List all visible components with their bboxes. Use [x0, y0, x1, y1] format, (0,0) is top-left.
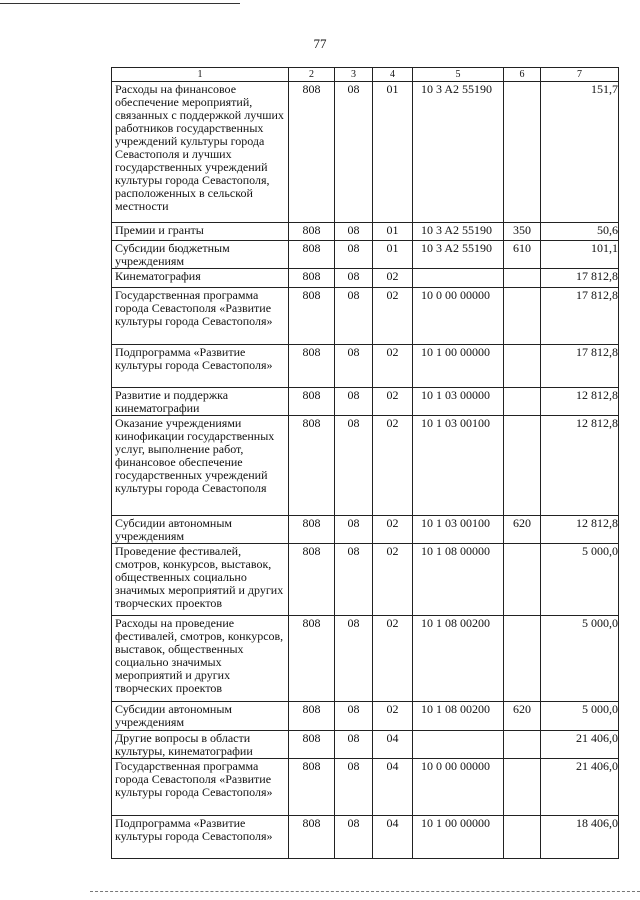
row-amount: 5 000,0 [541, 544, 619, 616]
row-section-code: 08 [335, 702, 373, 731]
row-subsection-code: 02 [373, 269, 413, 288]
row-name: Государственная программа города Севастополя «Развитие культуры города Севастополя» [112, 288, 289, 345]
row-target-article: 10 0 00 00000 [413, 759, 504, 816]
row-target-article: 10 1 03 00000 [413, 388, 504, 416]
table-row [112, 345, 619, 388]
row-subsection-code: 01 [373, 223, 413, 241]
row-ved-code: 808 [289, 616, 335, 702]
row-subsection-code: 02 [373, 544, 413, 616]
row-name: Развитие и поддержка кинематографии [112, 388, 289, 416]
row-target-article: 10 3 A2 55190 [413, 223, 504, 241]
bottom-rule [90, 891, 640, 892]
table-row [112, 702, 619, 731]
row-target-article: 10 1 08 00200 [413, 616, 504, 702]
row-expense-type [504, 82, 541, 223]
row-ved-code: 808 [289, 82, 335, 223]
row-section-code: 08 [335, 223, 373, 241]
row-expense-type: 350 [504, 223, 541, 241]
row-subsection-code: 02 [373, 702, 413, 731]
row-amount: 101,1 [541, 241, 619, 269]
row-name: Другие вопросы в области культуры, кинематографии [112, 731, 289, 759]
row-name: Субсидии автономным учреждениям [112, 702, 289, 731]
table-row [112, 616, 619, 702]
column-number: 3 [335, 68, 373, 82]
row-target-article [413, 269, 504, 288]
row-amount: 12 812,8 [541, 516, 619, 544]
row-target-article: 10 1 08 00000 [413, 544, 504, 616]
row-subsection-code: 04 [373, 759, 413, 816]
row-expense-type [504, 816, 541, 859]
row-target-article: 10 1 00 00000 [413, 345, 504, 388]
table-row [112, 731, 619, 759]
row-subsection-code: 04 [373, 816, 413, 859]
row-target-article: 10 3 A2 55190 [413, 82, 504, 223]
table-row [112, 544, 619, 616]
row-target-article: 10 3 A2 55190 [413, 241, 504, 269]
row-subsection-code: 04 [373, 731, 413, 759]
row-expense-type [504, 616, 541, 702]
row-section-code: 08 [335, 731, 373, 759]
table-row [112, 816, 619, 859]
row-ved-code: 808 [289, 759, 335, 816]
row-amount: 21 406,0 [541, 759, 619, 816]
row-amount: 21 406,0 [541, 731, 619, 759]
row-amount: 12 812,8 [541, 388, 619, 416]
row-subsection-code: 01 [373, 241, 413, 269]
row-ved-code: 808 [289, 516, 335, 544]
row-name: Субсидии автономным учреждениям [112, 516, 289, 544]
row-subsection-code: 02 [373, 388, 413, 416]
table-row [112, 82, 619, 223]
top-rule [0, 3, 240, 4]
row-section-code: 08 [335, 288, 373, 345]
row-target-article: 10 1 08 00200 [413, 702, 504, 731]
row-name: Расходы на финансовое обеспечение мероприятий, связанных с поддержкой лучших работников государственных учреждений культуры города Севастополя и лучших государственных учреждений культуры города Севастополя, расположенных в сельской местности [112, 82, 289, 223]
row-subsection-code: 01 [373, 82, 413, 223]
table-row [112, 416, 619, 516]
row-ved-code: 808 [289, 416, 335, 516]
row-expense-type: 620 [504, 702, 541, 731]
row-ved-code: 808 [289, 544, 335, 616]
column-number: 6 [504, 68, 541, 82]
row-section-code: 08 [335, 416, 373, 516]
row-expense-type [504, 388, 541, 416]
row-section-code: 08 [335, 816, 373, 859]
row-amount: 18 406,0 [541, 816, 619, 859]
column-number: 2 [289, 68, 335, 82]
column-number: 5 [413, 68, 504, 82]
row-ved-code: 808 [289, 345, 335, 388]
row-expense-type: 620 [504, 516, 541, 544]
row-expense-type [504, 731, 541, 759]
row-ved-code: 808 [289, 288, 335, 345]
row-subsection-code: 02 [373, 288, 413, 345]
row-ved-code: 808 [289, 388, 335, 416]
row-section-code: 08 [335, 388, 373, 416]
column-number: 4 [373, 68, 413, 82]
row-subsection-code: 02 [373, 516, 413, 544]
row-section-code: 08 [335, 544, 373, 616]
row-target-article [413, 731, 504, 759]
row-expense-type [504, 759, 541, 816]
row-section-code: 08 [335, 516, 373, 544]
row-section-code: 08 [335, 345, 373, 388]
column-number: 7 [541, 68, 619, 82]
row-amount: 151,7 [541, 82, 619, 223]
row-expense-type [504, 269, 541, 288]
row-target-article: 10 0 00 00000 [413, 288, 504, 345]
row-name: Государственная программа города Севастополя «Развитие культуры города Севастополя» [112, 759, 289, 816]
row-ved-code: 808 [289, 269, 335, 288]
row-amount: 17 812,8 [541, 269, 619, 288]
row-amount: 50,6 [541, 223, 619, 241]
row-target-article: 10 1 03 00100 [413, 416, 504, 516]
row-subsection-code: 02 [373, 345, 413, 388]
row-amount: 5 000,0 [541, 702, 619, 731]
row-name: Кинематография [112, 269, 289, 288]
row-ved-code: 808 [289, 816, 335, 859]
row-name: Проведение фестивалей, смотров, конкурсов, выставок, общественных социально значимых мероприятий и других творческих проектов [112, 544, 289, 616]
row-target-article: 10 1 03 00100 [413, 516, 504, 544]
table-row [112, 288, 619, 345]
table-row [112, 269, 619, 288]
table-row [112, 759, 619, 816]
row-expense-type: 610 [504, 241, 541, 269]
row-name: Субсидии бюджетным учреждениям [112, 241, 289, 269]
row-subsection-code: 02 [373, 416, 413, 516]
row-name: Расходы на проведение фестивалей, смотров, конкурсов, выставок, общественных социально значимых мероприятий и других творческих проектов [112, 616, 289, 702]
row-name: Премии и гранты [112, 223, 289, 241]
row-section-code: 08 [335, 241, 373, 269]
row-amount: 17 812,8 [541, 345, 619, 388]
table-row [112, 516, 619, 544]
row-name: Подпрограмма «Развитие культуры города Севастополя» [112, 345, 289, 388]
row-ved-code: 808 [289, 702, 335, 731]
row-amount: 12 812,8 [541, 416, 619, 516]
row-amount: 17 812,8 [541, 288, 619, 345]
table-row [112, 241, 619, 269]
row-subsection-code: 02 [373, 616, 413, 702]
row-name: Оказание учреждениями кинофикации государственных услуг, выполнение работ, финансовое обеспечение государственных учреждений культуры города Севастополя [112, 416, 289, 516]
row-ved-code: 808 [289, 223, 335, 241]
row-expense-type [504, 345, 541, 388]
row-section-code: 08 [335, 269, 373, 288]
table-row [112, 388, 619, 416]
row-name: Подпрограмма «Развитие культуры города Севастополя» [112, 816, 289, 859]
table-body [112, 68, 619, 859]
row-target-article: 10 1 00 00000 [413, 816, 504, 859]
row-ved-code: 808 [289, 731, 335, 759]
column-number-row [112, 68, 619, 82]
row-section-code: 08 [335, 759, 373, 816]
table-row [112, 223, 619, 241]
row-section-code: 08 [335, 82, 373, 223]
row-ved-code: 808 [289, 241, 335, 269]
row-section-code: 08 [335, 616, 373, 702]
page-number: 77 [313, 36, 327, 51]
row-expense-type [504, 544, 541, 616]
budget-table [111, 67, 619, 859]
row-amount: 5 000,0 [541, 616, 619, 702]
row-expense-type [504, 416, 541, 516]
row-expense-type [504, 288, 541, 345]
column-number: 1 [112, 68, 289, 82]
